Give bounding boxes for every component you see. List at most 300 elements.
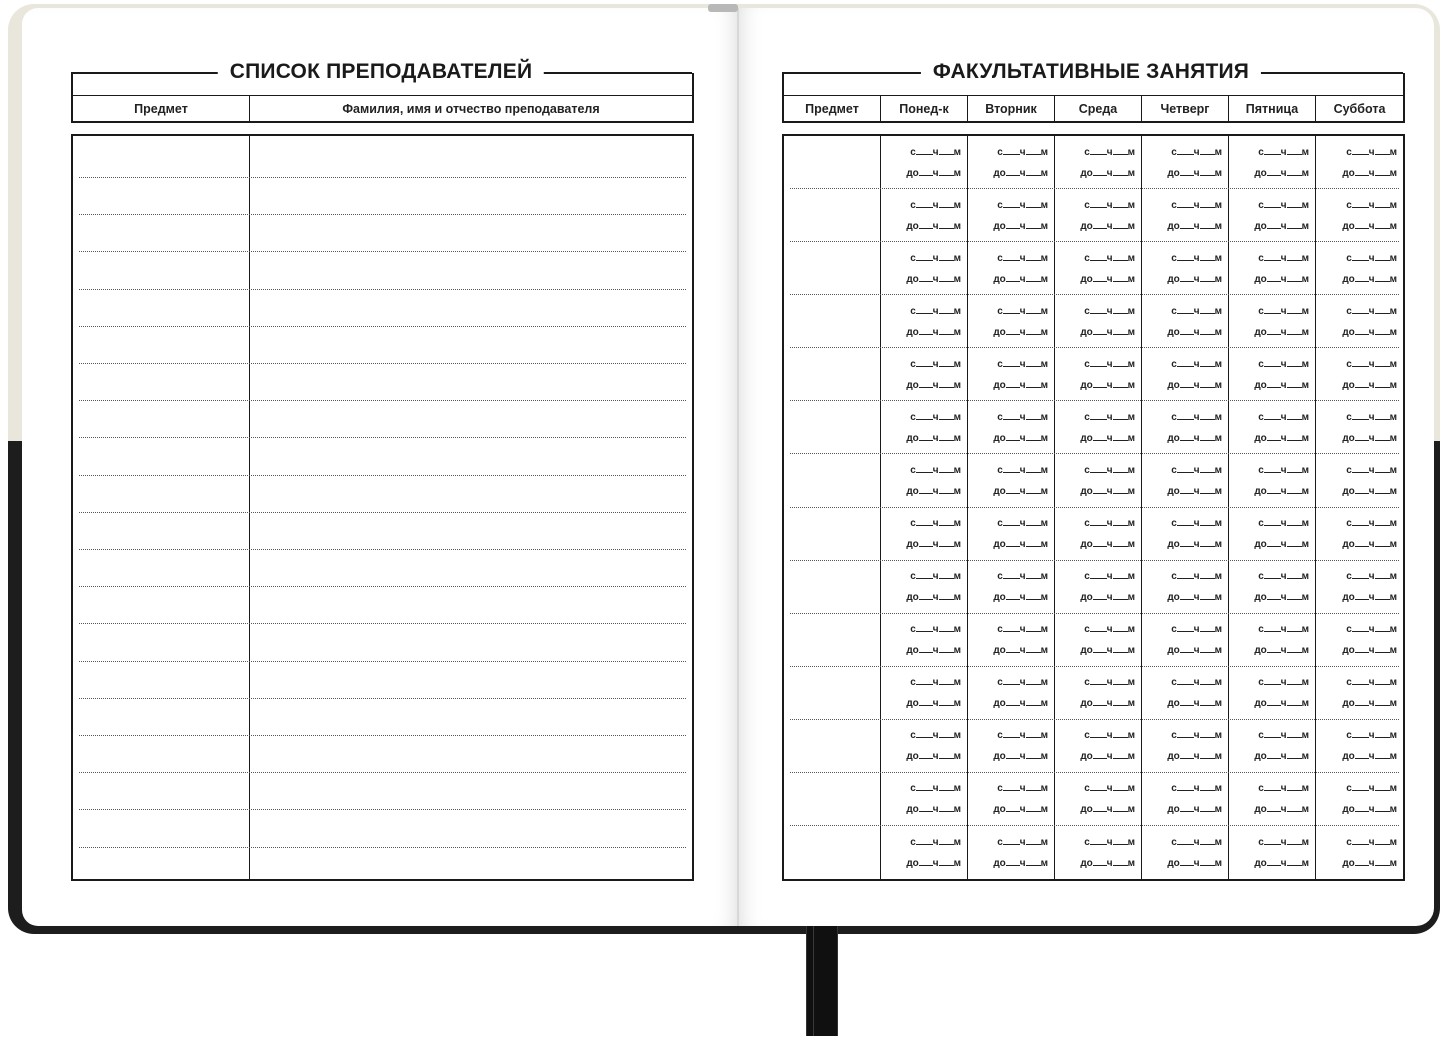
minutes-blank[interactable] — [1026, 844, 1041, 845]
hours-blank[interactable] — [1352, 207, 1369, 208]
hours-blank[interactable] — [1264, 260, 1281, 261]
time-cell-monday[interactable] — [881, 614, 968, 667]
hours-blank[interactable] — [1267, 652, 1281, 653]
hours-blank[interactable] — [1267, 811, 1281, 812]
hours-blank[interactable] — [1177, 631, 1194, 632]
minutes-blank[interactable] — [1287, 472, 1302, 473]
time-cell-tuesday[interactable] — [968, 667, 1055, 720]
hours-blank[interactable] — [1090, 419, 1107, 420]
hours-blank[interactable] — [919, 705, 933, 706]
minutes-blank[interactable] — [1113, 737, 1128, 738]
hours-blank[interactable] — [1355, 758, 1369, 759]
minutes-blank[interactable] — [939, 631, 954, 632]
hours-blank[interactable] — [919, 599, 933, 600]
hours-blank[interactable] — [919, 387, 933, 388]
minutes-blank[interactable] — [1375, 652, 1390, 653]
hours-blank[interactable] — [1264, 472, 1281, 473]
minutes-blank[interactable] — [939, 281, 954, 282]
time-cell-wednesday[interactable] — [1055, 242, 1142, 295]
teachers-write-line[interactable] — [79, 326, 686, 327]
minutes-blank[interactable] — [1287, 387, 1302, 388]
minutes-blank[interactable] — [1287, 790, 1302, 791]
minutes-blank[interactable] — [939, 546, 954, 547]
time-cell-thursday[interactable] — [1142, 720, 1229, 773]
minutes-blank[interactable] — [1113, 419, 1128, 420]
minutes-blank[interactable] — [1026, 207, 1041, 208]
time-cell-wednesday[interactable] — [1055, 508, 1142, 561]
minutes-blank[interactable] — [1026, 652, 1041, 653]
minutes-blank[interactable] — [1375, 260, 1390, 261]
hours-blank[interactable] — [916, 260, 933, 261]
minutes-blank[interactable] — [1375, 546, 1390, 547]
time-cell-saturday[interactable] — [1316, 295, 1403, 348]
hours-blank[interactable] — [1093, 228, 1107, 229]
minutes-blank[interactable] — [1113, 334, 1128, 335]
time-cell-tuesday[interactable] — [968, 508, 1055, 561]
minutes-blank[interactable] — [1287, 865, 1302, 866]
time-cell-thursday[interactable] — [1142, 348, 1229, 401]
hours-blank[interactable] — [1180, 546, 1194, 547]
teachers-write-line[interactable] — [79, 661, 686, 662]
minutes-blank[interactable] — [1026, 684, 1041, 685]
time-cell-wednesday[interactable] — [1055, 614, 1142, 667]
hours-blank[interactable] — [1180, 440, 1194, 441]
time-cell-friday[interactable] — [1229, 189, 1316, 242]
minutes-blank[interactable] — [1375, 281, 1390, 282]
minutes-blank[interactable] — [1026, 472, 1041, 473]
minutes-blank[interactable] — [939, 260, 954, 261]
time-cell-tuesday[interactable] — [968, 401, 1055, 454]
time-cell-friday[interactable] — [1229, 136, 1316, 189]
hours-blank[interactable] — [1264, 684, 1281, 685]
minutes-blank[interactable] — [939, 440, 954, 441]
hours-blank[interactable] — [1180, 175, 1194, 176]
time-cell-monday[interactable] — [881, 189, 968, 242]
time-cell-friday[interactable] — [1229, 667, 1316, 720]
teachers-write-line[interactable] — [79, 847, 686, 848]
minutes-blank[interactable] — [1375, 207, 1390, 208]
hours-blank[interactable] — [1180, 705, 1194, 706]
hours-blank[interactable] — [1003, 790, 1020, 791]
hours-blank[interactable] — [1352, 737, 1369, 738]
time-cell-wednesday[interactable] — [1055, 348, 1142, 401]
time-cell-thursday[interactable] — [1142, 773, 1229, 826]
hours-blank[interactable] — [916, 419, 933, 420]
minutes-blank[interactable] — [1113, 705, 1128, 706]
minutes-blank[interactable] — [1026, 387, 1041, 388]
hours-blank[interactable] — [1355, 334, 1369, 335]
minutes-blank[interactable] — [1375, 154, 1390, 155]
hours-blank[interactable] — [1003, 631, 1020, 632]
minutes-blank[interactable] — [1200, 844, 1215, 845]
hours-blank[interactable] — [1006, 228, 1020, 229]
time-cell-thursday[interactable] — [1142, 401, 1229, 454]
minutes-blank[interactable] — [1287, 737, 1302, 738]
minutes-blank[interactable] — [1200, 260, 1215, 261]
time-cell-monday[interactable] — [881, 773, 968, 826]
hours-blank[interactable] — [1006, 493, 1020, 494]
hours-blank[interactable] — [1267, 758, 1281, 759]
hours-blank[interactable] — [1180, 652, 1194, 653]
time-cell-saturday[interactable] — [1316, 189, 1403, 242]
hours-blank[interactable] — [1006, 652, 1020, 653]
minutes-blank[interactable] — [1200, 228, 1215, 229]
hours-blank[interactable] — [1090, 154, 1107, 155]
minutes-blank[interactable] — [1287, 366, 1302, 367]
hours-blank[interactable] — [1267, 440, 1281, 441]
minutes-blank[interactable] — [1287, 260, 1302, 261]
minutes-blank[interactable] — [1026, 260, 1041, 261]
hours-blank[interactable] — [1093, 334, 1107, 335]
hours-blank[interactable] — [1352, 525, 1369, 526]
teachers-write-line[interactable] — [79, 698, 686, 699]
minutes-blank[interactable] — [1200, 440, 1215, 441]
hours-blank[interactable] — [919, 758, 933, 759]
hours-blank[interactable] — [1093, 652, 1107, 653]
minutes-blank[interactable] — [1026, 631, 1041, 632]
minutes-blank[interactable] — [1200, 578, 1215, 579]
hours-blank[interactable] — [1090, 684, 1107, 685]
minutes-blank[interactable] — [1375, 525, 1390, 526]
time-cell-saturday[interactable] — [1316, 826, 1403, 879]
time-cell-thursday[interactable] — [1142, 826, 1229, 879]
time-cell-friday[interactable] — [1229, 295, 1316, 348]
elective-subject-cell[interactable] — [784, 454, 881, 507]
hours-blank[interactable] — [1003, 207, 1020, 208]
hours-blank[interactable] — [1180, 865, 1194, 866]
minutes-blank[interactable] — [1287, 175, 1302, 176]
minutes-blank[interactable] — [1113, 546, 1128, 547]
hours-blank[interactable] — [1267, 546, 1281, 547]
minutes-blank[interactable] — [1026, 578, 1041, 579]
minutes-blank[interactable] — [1375, 631, 1390, 632]
hours-blank[interactable] — [1267, 599, 1281, 600]
time-cell-thursday[interactable] — [1142, 189, 1229, 242]
hours-blank[interactable] — [1003, 578, 1020, 579]
hours-blank[interactable] — [1006, 281, 1020, 282]
minutes-blank[interactable] — [1113, 525, 1128, 526]
time-cell-friday[interactable] — [1229, 773, 1316, 826]
hours-blank[interactable] — [1006, 440, 1020, 441]
hours-blank[interactable] — [1003, 472, 1020, 473]
hours-blank[interactable] — [916, 366, 933, 367]
hours-blank[interactable] — [1355, 387, 1369, 388]
time-cell-tuesday[interactable] — [968, 826, 1055, 879]
time-cell-friday[interactable] — [1229, 401, 1316, 454]
minutes-blank[interactable] — [1375, 737, 1390, 738]
minutes-blank[interactable] — [939, 387, 954, 388]
minutes-blank[interactable] — [1113, 758, 1128, 759]
time-cell-tuesday[interactable] — [968, 561, 1055, 614]
hours-blank[interactable] — [1006, 865, 1020, 866]
time-cell-monday[interactable] — [881, 401, 968, 454]
hours-blank[interactable] — [1006, 811, 1020, 812]
hours-blank[interactable] — [1180, 334, 1194, 335]
time-cell-monday[interactable] — [881, 561, 968, 614]
hours-blank[interactable] — [1090, 737, 1107, 738]
minutes-blank[interactable] — [1113, 387, 1128, 388]
minutes-blank[interactable] — [1026, 334, 1041, 335]
hours-blank[interactable] — [1267, 493, 1281, 494]
minutes-blank[interactable] — [1287, 228, 1302, 229]
elective-subject-cell[interactable] — [784, 826, 881, 879]
hours-blank[interactable] — [1352, 260, 1369, 261]
hours-blank[interactable] — [919, 334, 933, 335]
hours-blank[interactable] — [1355, 493, 1369, 494]
hours-blank[interactable] — [1352, 419, 1369, 420]
hours-blank[interactable] — [916, 737, 933, 738]
teachers-write-line[interactable] — [79, 214, 686, 215]
hours-blank[interactable] — [1352, 631, 1369, 632]
minutes-blank[interactable] — [1200, 207, 1215, 208]
hours-blank[interactable] — [1352, 313, 1369, 314]
hours-blank[interactable] — [1355, 228, 1369, 229]
hours-blank[interactable] — [919, 175, 933, 176]
hours-blank[interactable] — [1177, 844, 1194, 845]
minutes-blank[interactable] — [1113, 366, 1128, 367]
hours-blank[interactable] — [1090, 207, 1107, 208]
minutes-blank[interactable] — [939, 419, 954, 420]
minutes-blank[interactable] — [1200, 790, 1215, 791]
minutes-blank[interactable] — [1200, 684, 1215, 685]
elective-subject-cell[interactable] — [784, 136, 881, 189]
minutes-blank[interactable] — [939, 313, 954, 314]
time-cell-thursday[interactable] — [1142, 295, 1229, 348]
minutes-blank[interactable] — [1375, 493, 1390, 494]
minutes-blank[interactable] — [1113, 260, 1128, 261]
hours-blank[interactable] — [1006, 546, 1020, 547]
hours-blank[interactable] — [1177, 260, 1194, 261]
minutes-blank[interactable] — [939, 758, 954, 759]
minutes-blank[interactable] — [1375, 175, 1390, 176]
hours-blank[interactable] — [1180, 811, 1194, 812]
time-cell-saturday[interactable] — [1316, 348, 1403, 401]
hours-blank[interactable] — [1006, 334, 1020, 335]
minutes-blank[interactable] — [1113, 578, 1128, 579]
minutes-blank[interactable] — [1113, 652, 1128, 653]
teachers-write-line[interactable] — [79, 512, 686, 513]
minutes-blank[interactable] — [939, 472, 954, 473]
hours-blank[interactable] — [1267, 705, 1281, 706]
hours-blank[interactable] — [1264, 631, 1281, 632]
hours-blank[interactable] — [1355, 652, 1369, 653]
minutes-blank[interactable] — [939, 154, 954, 155]
minutes-blank[interactable] — [1375, 758, 1390, 759]
hours-blank[interactable] — [1264, 844, 1281, 845]
minutes-blank[interactable] — [1375, 705, 1390, 706]
hours-blank[interactable] — [1003, 844, 1020, 845]
hours-blank[interactable] — [1355, 705, 1369, 706]
minutes-blank[interactable] — [1375, 472, 1390, 473]
minutes-blank[interactable] — [1287, 154, 1302, 155]
hours-blank[interactable] — [1093, 546, 1107, 547]
hours-blank[interactable] — [1264, 366, 1281, 367]
hours-blank[interactable] — [1006, 175, 1020, 176]
time-cell-monday[interactable] — [881, 242, 968, 295]
time-cell-monday[interactable] — [881, 295, 968, 348]
teachers-write-line[interactable] — [79, 289, 686, 290]
hours-blank[interactable] — [1090, 790, 1107, 791]
hours-blank[interactable] — [919, 228, 933, 229]
minutes-blank[interactable] — [1287, 652, 1302, 653]
minutes-blank[interactable] — [1287, 313, 1302, 314]
minutes-blank[interactable] — [939, 334, 954, 335]
minutes-blank[interactable] — [1287, 334, 1302, 335]
elective-subject-cell[interactable] — [784, 561, 881, 614]
minutes-blank[interactable] — [1200, 758, 1215, 759]
time-cell-monday[interactable] — [881, 667, 968, 720]
minutes-blank[interactable] — [939, 705, 954, 706]
hours-blank[interactable] — [1355, 865, 1369, 866]
time-cell-thursday[interactable] — [1142, 614, 1229, 667]
hours-blank[interactable] — [1352, 844, 1369, 845]
time-cell-saturday[interactable] — [1316, 561, 1403, 614]
minutes-blank[interactable] — [939, 493, 954, 494]
time-cell-saturday[interactable] — [1316, 136, 1403, 189]
minutes-blank[interactable] — [1113, 313, 1128, 314]
minutes-blank[interactable] — [1375, 313, 1390, 314]
teachers-write-line[interactable] — [79, 809, 686, 810]
minutes-blank[interactable] — [1375, 844, 1390, 845]
hours-blank[interactable] — [916, 472, 933, 473]
minutes-blank[interactable] — [1200, 419, 1215, 420]
hours-blank[interactable] — [1003, 419, 1020, 420]
hours-blank[interactable] — [1180, 493, 1194, 494]
time-cell-thursday[interactable] — [1142, 667, 1229, 720]
minutes-blank[interactable] — [1200, 313, 1215, 314]
time-cell-friday[interactable] — [1229, 720, 1316, 773]
time-cell-monday[interactable] — [881, 720, 968, 773]
minutes-blank[interactable] — [1200, 811, 1215, 812]
minutes-blank[interactable] — [1026, 758, 1041, 759]
minutes-blank[interactable] — [1026, 228, 1041, 229]
time-cell-wednesday[interactable] — [1055, 295, 1142, 348]
hours-blank[interactable] — [919, 652, 933, 653]
minutes-blank[interactable] — [1287, 578, 1302, 579]
minutes-blank[interactable] — [1287, 207, 1302, 208]
hours-blank[interactable] — [1090, 578, 1107, 579]
minutes-blank[interactable] — [1200, 175, 1215, 176]
minutes-blank[interactable] — [939, 175, 954, 176]
teachers-write-line[interactable] — [79, 586, 686, 587]
time-cell-wednesday[interactable] — [1055, 826, 1142, 879]
time-cell-friday[interactable] — [1229, 826, 1316, 879]
hours-blank[interactable] — [1006, 705, 1020, 706]
minutes-blank[interactable] — [939, 207, 954, 208]
hours-blank[interactable] — [916, 207, 933, 208]
minutes-blank[interactable] — [939, 525, 954, 526]
time-cell-tuesday[interactable] — [968, 773, 1055, 826]
minutes-blank[interactable] — [1287, 546, 1302, 547]
minutes-blank[interactable] — [1375, 790, 1390, 791]
minutes-blank[interactable] — [1026, 154, 1041, 155]
minutes-blank[interactable] — [1113, 175, 1128, 176]
hours-blank[interactable] — [1180, 387, 1194, 388]
minutes-blank[interactable] — [1200, 737, 1215, 738]
teachers-write-line[interactable] — [79, 251, 686, 252]
time-cell-friday[interactable] — [1229, 242, 1316, 295]
hours-blank[interactable] — [916, 631, 933, 632]
minutes-blank[interactable] — [1113, 790, 1128, 791]
hours-blank[interactable] — [1093, 440, 1107, 441]
minutes-blank[interactable] — [1200, 705, 1215, 706]
hours-blank[interactable] — [1352, 790, 1369, 791]
minutes-blank[interactable] — [1026, 865, 1041, 866]
minutes-blank[interactable] — [1287, 684, 1302, 685]
hours-blank[interactable] — [916, 684, 933, 685]
time-cell-tuesday[interactable] — [968, 189, 1055, 242]
hours-blank[interactable] — [1090, 260, 1107, 261]
hours-blank[interactable] — [1355, 811, 1369, 812]
time-cell-tuesday[interactable] — [968, 348, 1055, 401]
teachers-write-line[interactable] — [79, 437, 686, 438]
hours-blank[interactable] — [1264, 313, 1281, 314]
hours-blank[interactable] — [919, 811, 933, 812]
time-cell-saturday[interactable] — [1316, 773, 1403, 826]
time-cell-wednesday[interactable] — [1055, 667, 1142, 720]
minutes-blank[interactable] — [1287, 631, 1302, 632]
hours-blank[interactable] — [1267, 281, 1281, 282]
elective-subject-cell[interactable] — [784, 720, 881, 773]
minutes-blank[interactable] — [1287, 281, 1302, 282]
minutes-blank[interactable] — [1375, 419, 1390, 420]
minutes-blank[interactable] — [1026, 790, 1041, 791]
minutes-blank[interactable] — [1287, 419, 1302, 420]
minutes-blank[interactable] — [1287, 844, 1302, 845]
hours-blank[interactable] — [1006, 387, 1020, 388]
hours-blank[interactable] — [1177, 207, 1194, 208]
teachers-write-line[interactable] — [79, 549, 686, 550]
minutes-blank[interactable] — [1113, 865, 1128, 866]
hours-blank[interactable] — [1177, 154, 1194, 155]
minutes-blank[interactable] — [1375, 865, 1390, 866]
minutes-blank[interactable] — [1375, 684, 1390, 685]
minutes-blank[interactable] — [1026, 599, 1041, 600]
time-cell-wednesday[interactable] — [1055, 136, 1142, 189]
minutes-blank[interactable] — [1200, 281, 1215, 282]
elective-subject-cell[interactable] — [784, 508, 881, 561]
time-cell-saturday[interactable] — [1316, 508, 1403, 561]
minutes-blank[interactable] — [1375, 228, 1390, 229]
time-cell-tuesday[interactable] — [968, 454, 1055, 507]
time-cell-saturday[interactable] — [1316, 614, 1403, 667]
minutes-blank[interactable] — [1113, 684, 1128, 685]
hours-blank[interactable] — [1177, 525, 1194, 526]
elective-subject-cell[interactable] — [784, 773, 881, 826]
hours-blank[interactable] — [1090, 631, 1107, 632]
hours-blank[interactable] — [1093, 175, 1107, 176]
elective-subject-cell[interactable] — [784, 614, 881, 667]
hours-blank[interactable] — [916, 525, 933, 526]
hours-blank[interactable] — [919, 281, 933, 282]
time-cell-saturday[interactable] — [1316, 667, 1403, 720]
hours-blank[interactable] — [1352, 154, 1369, 155]
hours-blank[interactable] — [1352, 366, 1369, 367]
hours-blank[interactable] — [1003, 366, 1020, 367]
hours-blank[interactable] — [1355, 599, 1369, 600]
minutes-blank[interactable] — [939, 652, 954, 653]
hours-blank[interactable] — [1093, 811, 1107, 812]
hours-blank[interactable] — [1267, 387, 1281, 388]
hours-blank[interactable] — [1267, 175, 1281, 176]
teachers-write-line[interactable] — [79, 475, 686, 476]
hours-blank[interactable] — [916, 313, 933, 314]
time-cell-monday[interactable] — [881, 826, 968, 879]
hours-blank[interactable] — [1093, 281, 1107, 282]
minutes-blank[interactable] — [1026, 811, 1041, 812]
hours-blank[interactable] — [1180, 281, 1194, 282]
time-cell-wednesday[interactable] — [1055, 773, 1142, 826]
